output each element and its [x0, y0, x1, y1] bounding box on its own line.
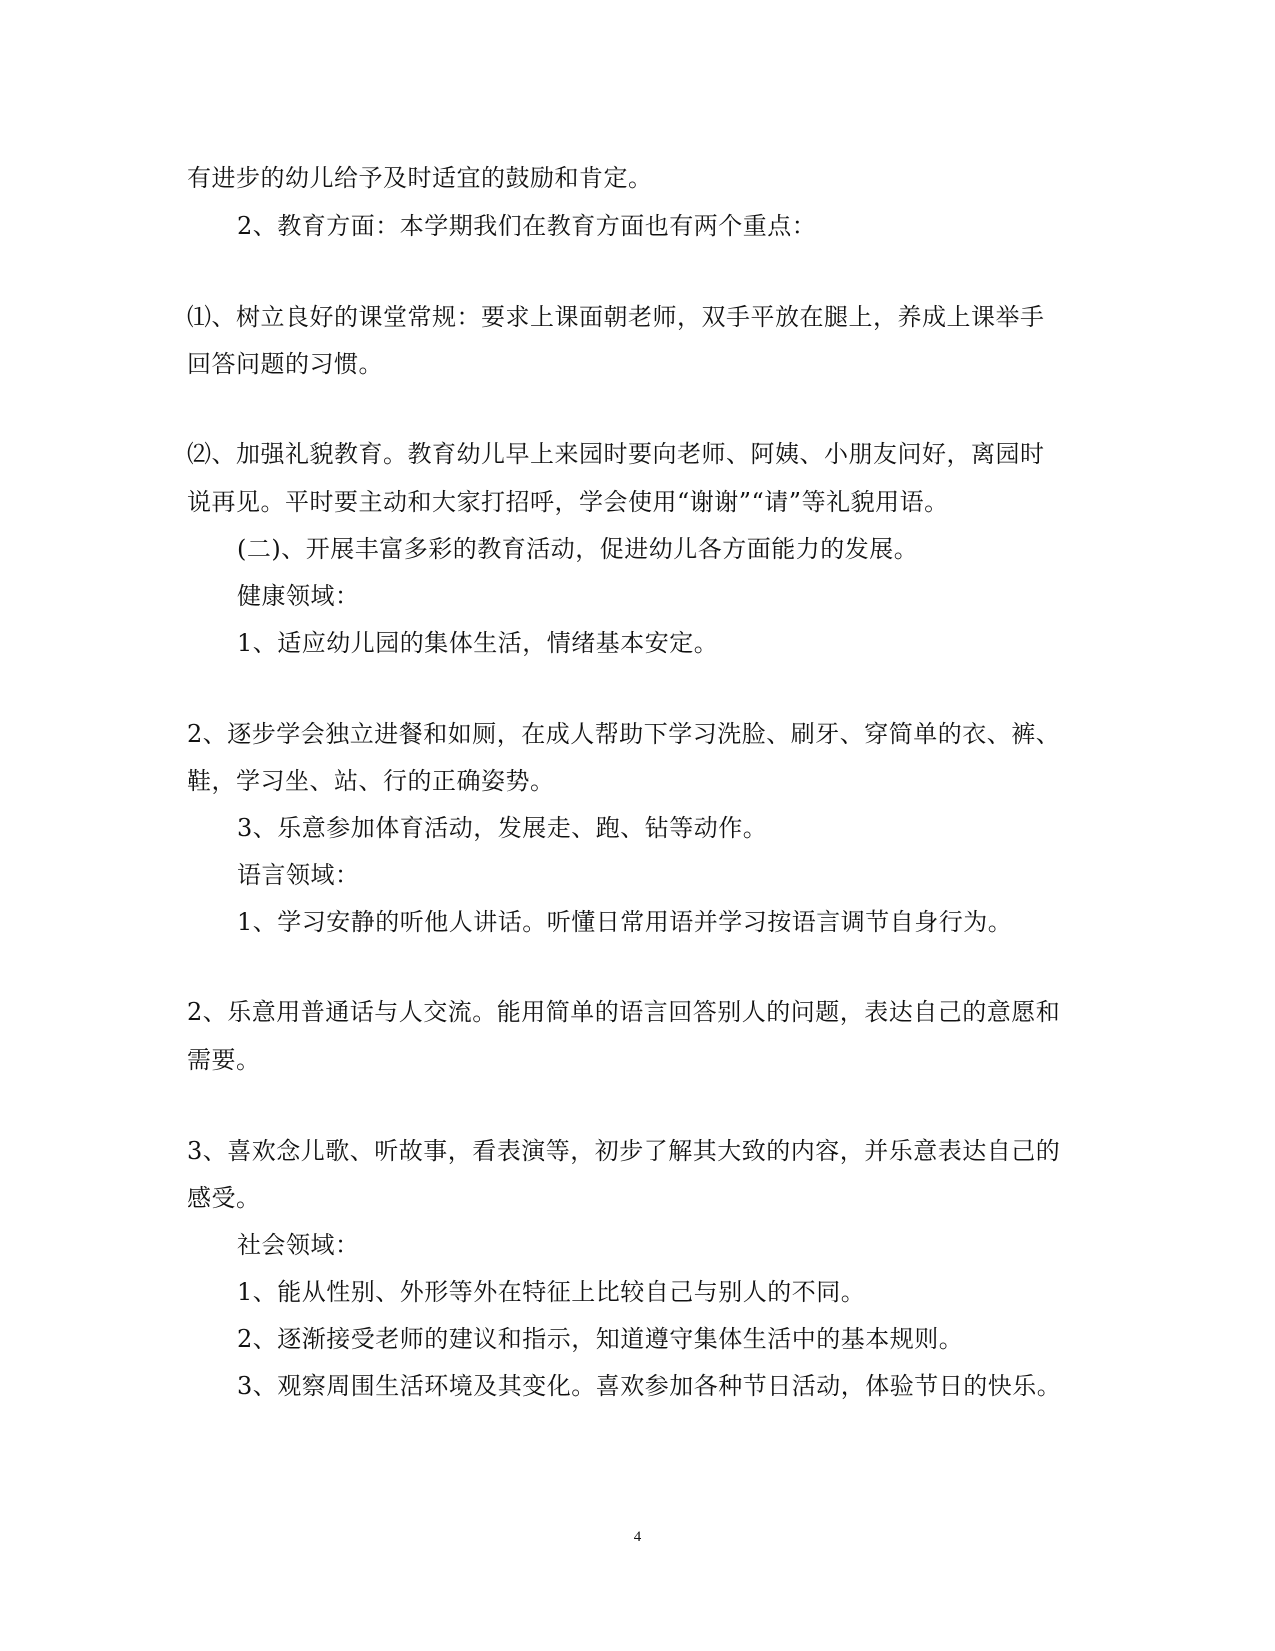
text-line: (二)、开展丰富多彩的教育活动，促进幼儿各方面能力的发展。 [237, 535, 919, 563]
text-line: ⑴、树立良好的课堂常规：要求上课面朝老师，双手平放在腿上，养成上课举手 [187, 303, 1045, 331]
text-line: 有进步的幼儿给予及时适宜的鼓励和肯定。 [187, 164, 653, 192]
text-line: 1、能从性别、外形等外在特征上比较自己与别人的不同。 [237, 1278, 866, 1306]
text-line: 感受。 [187, 1184, 261, 1212]
text-line: 2、逐步学会独立进餐和如厕，在成人帮助下学习洗脸、刷牙、穿简单的衣、裤、 [187, 720, 1061, 748]
text-line: 回答问题的习惯。 [187, 350, 383, 378]
page-number: 4 [633, 1529, 642, 1545]
text-line: 3、观察周围生活环境及其变化。喜欢参加各种节日活动，体验节日的快乐。 [237, 1372, 1062, 1400]
text-line: 健康领域： [237, 582, 360, 610]
text-line: ⑵、加强礼貌教育。教育幼儿早上来园时要向老师、阿姨、小朋友问好，离园时 [187, 440, 1045, 468]
text-line: 1、适应幼儿园的集体生活，情绪基本安定。 [237, 629, 719, 657]
text-line: 说再见。平时要主动和大家打招呼，学会使用“谢谢”“请”等礼貌用语。 [187, 488, 949, 516]
text-line: 2、教育方面：本学期我们在教育方面也有两个重点： [237, 212, 817, 240]
text-line: 社会领域： [237, 1231, 360, 1259]
text-line: 1、学习安静的听他人讲话。听懂日常用语并学习按语言调节自身行为。 [237, 908, 1013, 936]
text-line: 语言领域： [237, 861, 360, 889]
text-line: 3、喜欢念儿歌、听故事，看表演等，初步了解其大致的内容，并乐意表达自己的 [187, 1137, 1061, 1165]
text-line: 3、乐意参加体育活动，发展走、跑、钻等动作。 [237, 814, 768, 842]
text-line: 鞋，学习坐、站、行的正确姿势。 [187, 767, 555, 795]
text-line: 2、乐意用普通话与人交流。能用简单的语言回答别人的问题，表达自己的意愿和 [187, 998, 1061, 1026]
text-line: 2、逐渐接受老师的建议和指示，知道遵守集体生活中的基本规则。 [237, 1325, 964, 1353]
text-line: 需要。 [187, 1046, 261, 1074]
